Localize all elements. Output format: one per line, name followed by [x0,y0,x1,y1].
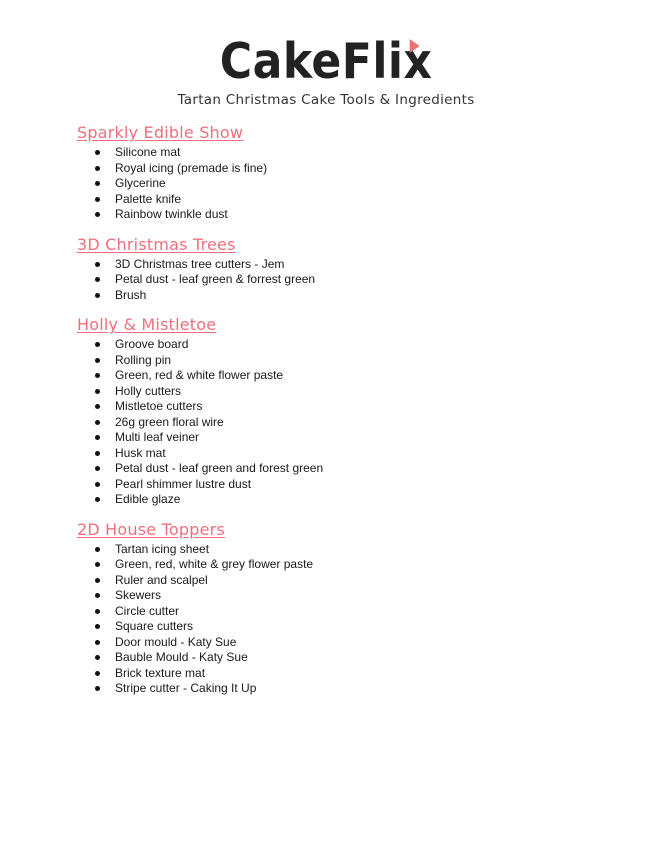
list-item [77,415,617,431]
list-item-text: Door mould - Katy Sue [115,634,237,649]
list-item [77,337,617,353]
bullet-icon [95,420,100,425]
bullet-icon [95,181,100,186]
bullet-icon [95,671,100,676]
list-item-text: Green, red, white & grey flower paste [115,557,314,571]
bullet-icon [95,562,100,567]
list-item [77,430,617,446]
list-item-text: Pearl shimmer lustre dust [115,476,252,491]
list-item [77,176,617,192]
list-item-text: Multi leaf veiner [115,430,200,444]
list-item-text: Bauble Mould - Katy Sue [115,650,248,664]
section-3d-christmas-trees [77,235,617,304]
list-item-text: 3D Christmas tree cutters - Jem [115,256,285,271]
list-item-text: Glycerine [115,176,166,190]
bullet-icon [95,435,100,440]
bullet-icon [95,150,100,155]
bullet-icon [95,482,100,487]
list-item-text: Mistletoe cutters [115,399,203,413]
list-item [77,192,617,208]
list-item [77,446,617,462]
list-item [77,399,617,415]
list-item-text: Holly cutters [115,383,182,398]
list-item-text: Husk mat [115,445,166,460]
bullet-icon [95,389,100,394]
list-item-text: Tartan icing sheet [115,541,210,556]
list-item-text: Rolling pin [115,352,172,367]
list-item [77,492,617,508]
bullet-icon [95,293,100,298]
section-sparkly-edible-show [77,123,617,223]
bullet-icon [95,197,100,202]
bullet-icon [95,578,100,583]
list-item-text: Petal dust - leaf green and forest green [115,461,324,475]
list-item [77,257,617,273]
item-list [77,145,617,223]
section-heading: 3D Christmas Trees [77,234,236,254]
list-item-text: Rainbow twinkle dust [115,207,228,221]
list-item [77,272,617,288]
list-item-text: Ruler and scalpel [115,572,208,587]
bullet-icon [95,655,100,660]
bullet-icon [95,373,100,378]
list-item [77,461,617,477]
list-item [77,368,617,384]
logo-text: CakeFlix [219,33,433,90]
list-item-text: Brick texture mat [115,665,206,680]
list-item-text: Square cutters [115,619,194,633]
bullet-icon [95,342,100,347]
list-item [77,635,617,651]
list-item-text: Brush [115,287,147,302]
bullet-icon [95,497,100,502]
list-item-text: Skewers [115,588,162,602]
list-item [77,161,617,177]
list-item [77,557,617,573]
bullet-icon [95,593,100,598]
item-list [77,257,617,304]
bullet-icon [95,547,100,552]
play-triangle-icon [410,39,420,53]
list-item-text: Royal icing (premade is fine) [115,160,268,175]
item-list [77,542,617,697]
list-item-text: Silicone mat [115,145,181,159]
ingredient-sections [77,123,617,709]
document-subtitle: Tartan Christmas Cake Tools & Ingredients [177,92,475,108]
bullet-icon [95,451,100,456]
list-item [77,573,617,589]
bullet-icon [95,609,100,614]
bullet-icon [95,212,100,217]
list-item [77,353,617,369]
list-item [77,207,617,223]
list-item [77,542,617,558]
list-item-text: 26g green floral wire [115,414,224,429]
list-item [77,650,617,666]
list-item [77,588,617,604]
list-item-text: Green, red & white flower paste [115,368,284,382]
list-item-text: Stripe cutter - Caking It Up [115,681,257,695]
list-item-text: Palette knife [115,191,182,206]
bullet-icon [95,166,100,171]
section-2d-house-toppers [77,520,617,697]
section-heading: 2D House Toppers [77,519,225,539]
list-item [77,666,617,682]
bullet-icon [95,404,100,409]
bullet-icon [95,358,100,363]
list-item [77,619,617,635]
list-item [77,681,617,697]
bullet-icon [95,686,100,691]
list-item [77,477,617,493]
list-item-text: Edible glaze [115,492,181,506]
item-list [77,337,617,508]
list-item-text: Petal dust - leaf green & forrest green [115,272,316,286]
bullet-icon [95,466,100,471]
brand-logo [0,34,652,90]
bullet-icon [95,640,100,645]
bullet-icon [95,624,100,629]
list-item [77,384,617,400]
list-item-text: Circle cutter [115,603,180,618]
list-item [77,145,617,161]
list-item [77,288,617,304]
section-heading: Holly & Mistletoe [77,315,217,334]
bullet-icon [95,262,100,267]
bullet-icon [95,277,100,282]
list-item [77,604,617,620]
list-item-text: Groove board [115,337,189,351]
section-heading: Sparkly Edible Show [77,123,244,142]
section-holly-mistletoe [77,315,617,508]
